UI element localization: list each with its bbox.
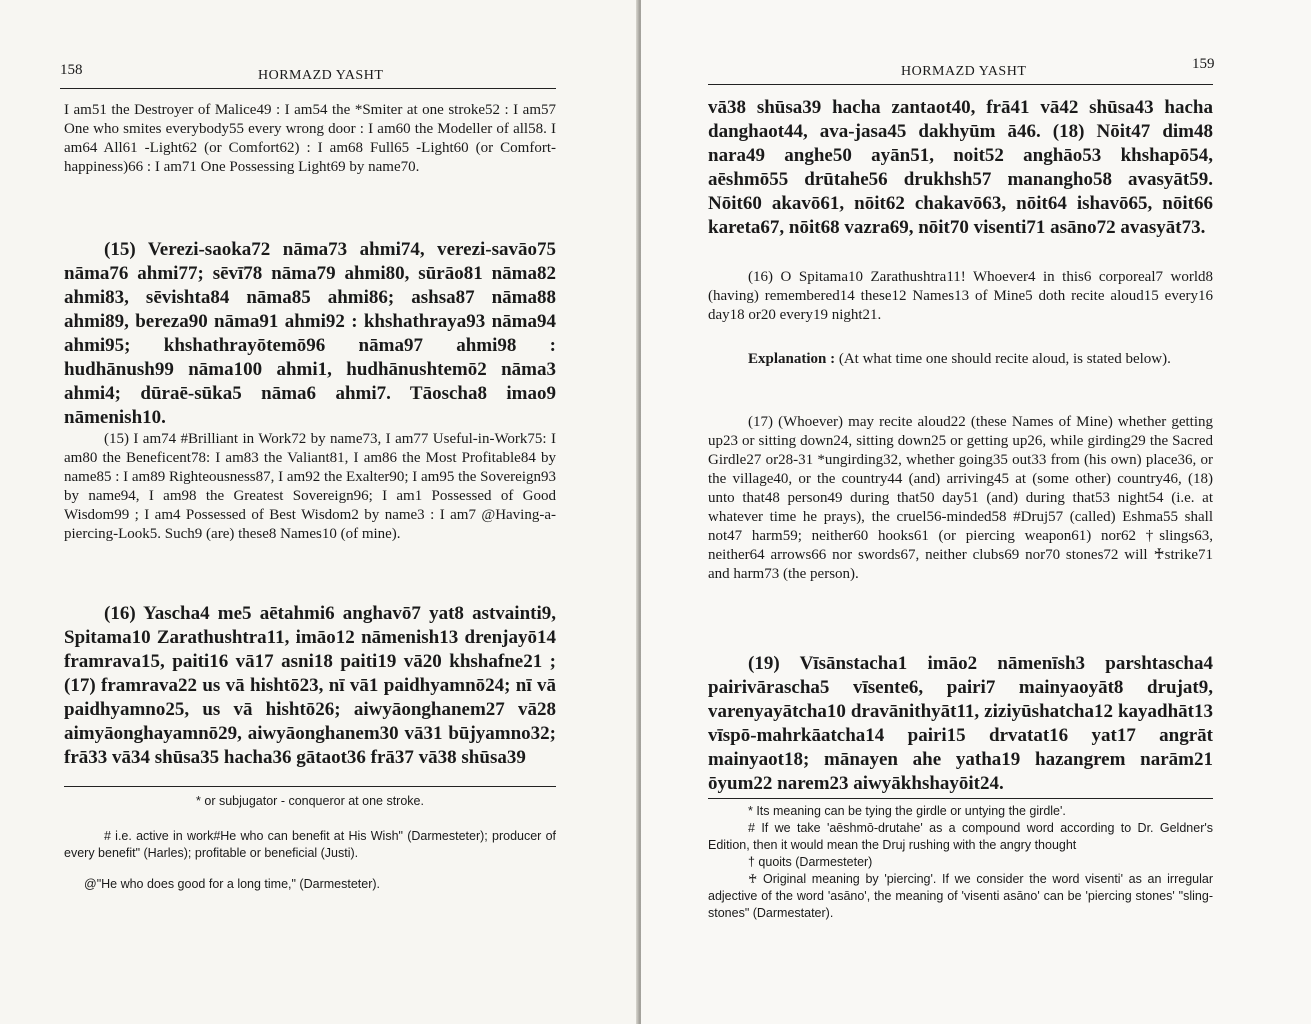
footnote: * or subjugator - conqueror at one stroke. <box>196 794 424 808</box>
running-head: HORMAZD YASHT <box>258 68 384 83</box>
header-rule <box>60 88 556 89</box>
footnote-rule <box>64 786 556 787</box>
explanation-block <box>708 350 1213 369</box>
explanation-text: (At what time one should recite aloud, is stated below). <box>838 351 1171 367</box>
footnotes-left <box>64 793 556 893</box>
translation-verse-16: (16) O Spitama10 Zarathushtra11! Whoever4 in this6 corporeal7 world8 (having) remembered14 these12 Names13 of Mine5 doth recite aloud15 every16 day18 or20 every19 night21. <box>708 269 1213 323</box>
avestan-continued-block <box>708 96 1213 240</box>
footnote: ♰ Original meaning by 'piercing'. If we consider the word visenti' as an irregular adjective of the word 'asāno', the meaning of 'visenti asāno' can be 'piercing stones' "sling-stones" (Darmestater). <box>708 872 1213 920</box>
footnote: # i.e. active in work#He who can benefit at His Wish" (Darmesteter); producer of every benefit" (Harles); profitable or beneficial (Justi). <box>64 829 556 860</box>
avestan-verse-19: (19) Vīsānstacha1 imāo2 nāmenīsh3 parshtascha4 pairivārascha5 vīsente6, pairi7 mainyaoyāt8 drujat9, varenyayātcha10 dravānithyāt11, ziziyūshatcha12 kayadhāt13 vīspō-mahrkāatcha14 pairi15 drvatat16 yat17 angrāt mainyaot18; mānayen ahe yatha19 hazangrem narām21 ōyum22 narem23 aiwyākhshayōit24. <box>708 653 1213 794</box>
intro-paragraph: I am51 the Destroyer of Malice49 : I am54 the *Smiter at one stroke52 : I am57 One who smites everybody55 every wrong door : I am60 the Modeller of all58. I am64 All61 -Light62 (or Comfort62) : I am68 Full65 -Light60 (or Comfort-happiness)66 : I am71 One Possessing Light69 by name70. <box>64 102 556 175</box>
translation-verse-17-18: (17) (Whoever) may recite aloud22 (these Names of Mine) whether getting up23 or sitting down24, sitting down25 or getting up26, while girding29 the Sacred Girdle27 or28-31 *ungirding32, whether going35 out33 from (his own) place36, or the village40, or the country44 (and) arriving45 at (some other) country46, (18) unto that48 person49 during that50 day51 (and) during that53 night54 (i.e. at whatever time he prays), the cruel56-minded58 #Druj57 (called) Eshma55 shall not47 harm59; neither60 hooks61 (or piercing weapon61) nor62 †slings63, neither64 arrows66 nor swords67, neither clubs69 nor70 stones72 will ♰strike71 and harm73 (the person). <box>708 414 1213 582</box>
footnote: @"He who does good for a long time," (Darmesteter). <box>84 877 380 891</box>
page-number: 159 <box>1192 56 1215 72</box>
avestan-verse-17-18: vā38 shūsa39 hacha zantaot40, frā41 vā42 shūsa43 hacha danghaot44, ava-jasa45 dakhyūm ā46. (18) Nōit47 dim48 nara49 anghe50 ayān51, noit52 anghāo53 khshapō54, aēshmō55 drūtahe56 drukhsh57 manangho58 avasyāt59. Nōit60 akavō61, nōit62 chakavō63, nōit64 ishavō65, nōit66 kareta67, nōit68 vazra69, nōit70 visenti71 asāno72 avasyāt73. <box>708 97 1213 238</box>
running-head: HORMAZD YASHT <box>901 64 1027 79</box>
avestan-verse-15: (15) Verezi-saoka72 nāma73 ahmi74, verezi-savāo75 nāma76 ahmi77; sēvī78 nāma79 ahmi80, sūrāo81 nāma82 ahmi83, sēvishta84 nāma85 ahmi86; ashsa87 nāma88 ahmi89, bereza90 nāma91 ahmi92 : khshathraya93 nāma94 ahmi95; khshathrayōtemō96 nāma97 ahmi98 : hudhānush99 nāma100 ahmi1, hudhānushtemō2 nāma3 ahmi4; dūraē-sūka5 nāma6 ahmi7. Tāoscha8 imao9 nāmenish10. <box>64 239 556 428</box>
avestan-verse-16-block <box>64 602 556 770</box>
header-rule <box>708 84 1213 85</box>
explanation-label: Explanation : <box>748 351 836 367</box>
avestan-verse-16: (16) Yascha4 me5 aētahmi6 anghavō7 yat8 astvainti9, Spitama10 Zarathushtra11, imāo12 nāmenish13 drenjayō14 framrava15, paiti16 vā17 asni18 paiti19 vā20 khshafne21 ; (17) framrava22 us vā hishtō23, nī vā1 paidhyamnō24; nī vā paidhyamno25, us vā hishtō26; aiwyāonghanem27 vā28 aimyāonghayamnō29, aiwyāonghanem30 vā31 būjyamno32; frā33 vā34 shūsa35 hacha36 gātaot36 frā37 vā38 shūsa39 <box>64 603 556 768</box>
avestan-verse-15-block <box>64 238 556 430</box>
footnote: † quoits (Darmesteter) <box>748 855 873 869</box>
avestan-verse-19-block <box>708 652 1213 796</box>
translation-16-block <box>708 268 1213 325</box>
left-page <box>0 0 640 1024</box>
intro-paragraph-block <box>64 101 556 177</box>
right-page <box>641 0 1311 1024</box>
translation-verse-15: (15) I am74 #Brilliant in Work72 by name73, I am77 Useful-in-Work75: I am80 the Beneficent78: I am83 the Valiant81, I am86 the Most Profitable84 by name85 : I am89 Righteousness87, I am92 the Exalter90; I am95 the Sovereign93 by name94, I am98 the Greatest Sovereign96; I am1 Possessed of Good Wisdom99 ; I am4 Possessed of Best Wisdom2 by name3 : I am7 @Having-a-piercing-Look5. Such9 (are) these8 Names10 (of mine). <box>64 431 556 542</box>
translation-15-block <box>64 430 556 544</box>
footnotes-right <box>708 803 1213 922</box>
footnote: # If we take 'aēshmō-drutahe' as a compound word according to Dr. Geldner's Edition, then it would mean the Druj rushing with the angry thought <box>708 821 1213 852</box>
page-number: 158 <box>60 62 83 78</box>
translation-17-block <box>708 413 1213 584</box>
footnote: * Its meaning can be tying the girdle or untying the girdle'. <box>748 804 1066 818</box>
footnote-rule <box>708 798 1213 799</box>
